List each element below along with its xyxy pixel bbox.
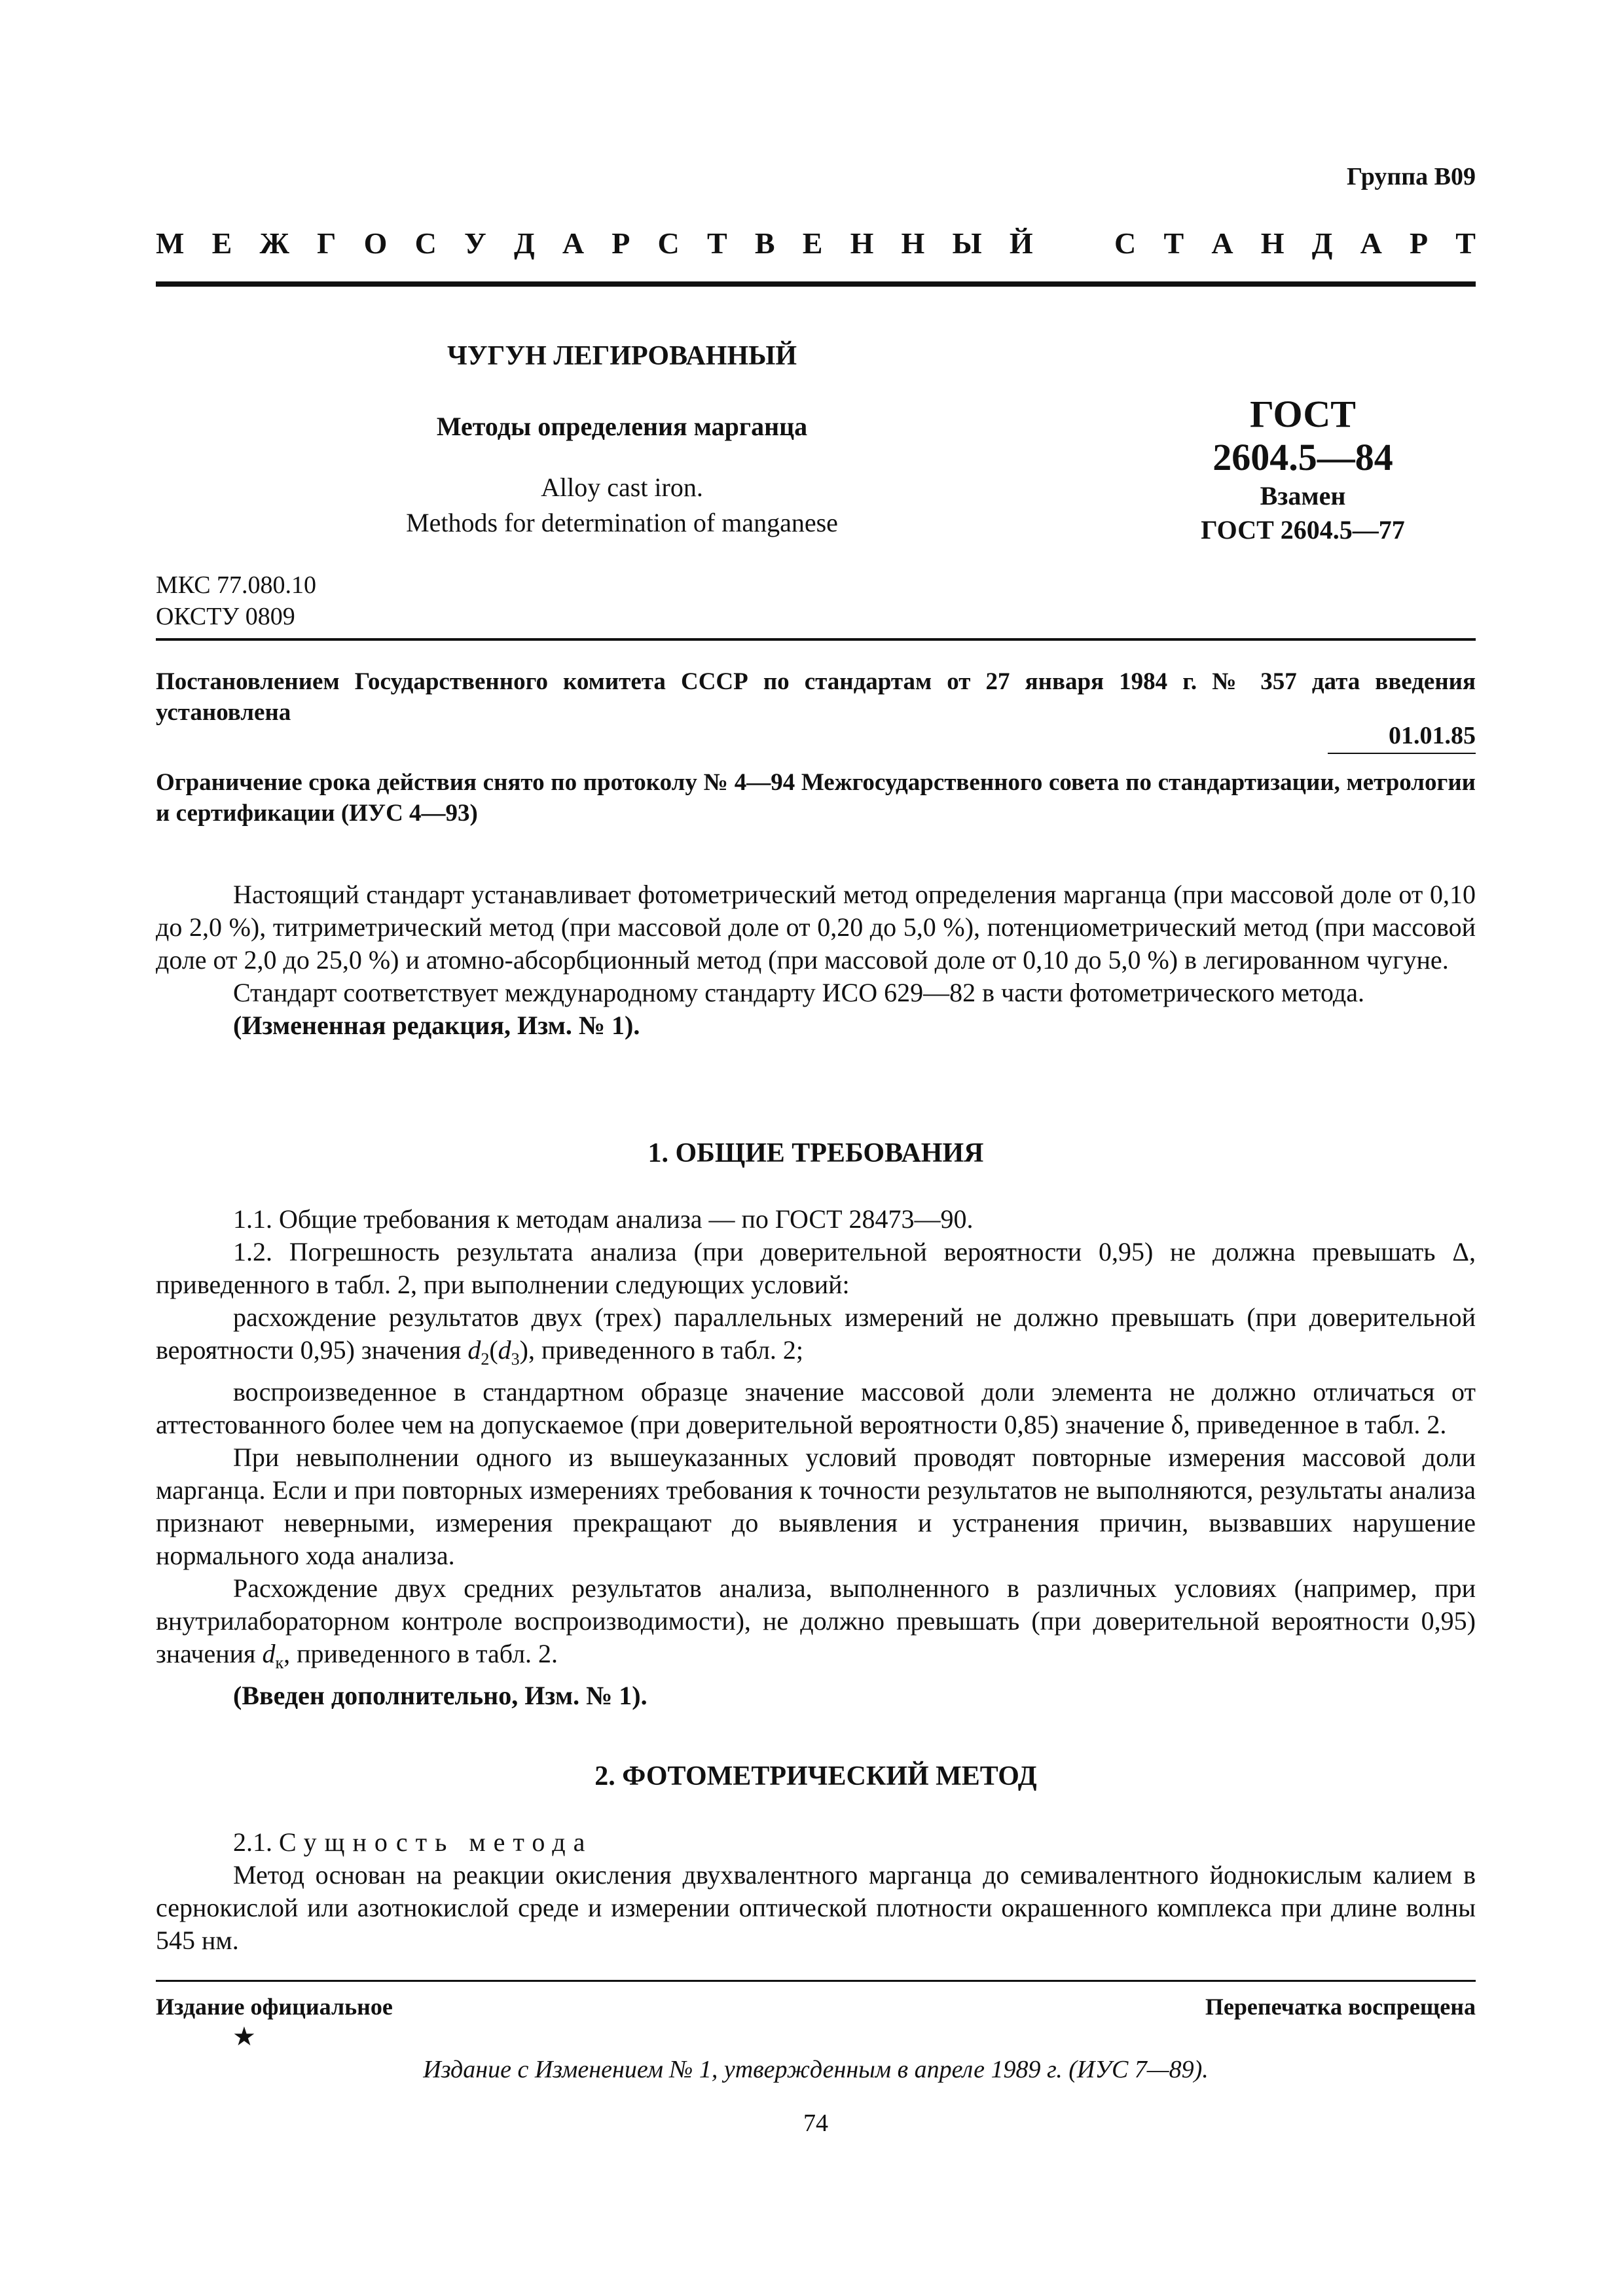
section-1-heading: 1. ОБЩИЕ ТРЕБОВАНИЯ	[647, 1138, 984, 1168]
gost-label: ГОСТ	[1250, 393, 1356, 435]
intro-block	[156, 878, 1476, 1042]
introduction-date: 01.01.85	[1389, 722, 1476, 749]
amendment-note-2: (Введен дополнительно, Изм. № 1).	[233, 1681, 647, 1710]
section-2-heading: 2. ФОТОМЕТРИЧЕСКИЙ МЕТОД	[594, 1761, 1037, 1791]
document-subtitle: Методы определения марганца	[436, 412, 808, 441]
banner-letter: Ы	[952, 226, 982, 260]
clause-2-1-text: Метод основан на реакции окисления двухвалентного марганца до семивалентного йоднокислым калием в сернокислой или азотнокислой среде и измерении оптической плотности окрашенного комплекса при длине волны 545 нм.	[156, 1860, 1476, 1955]
english-title-line-2: Methods for determination of manganese	[406, 508, 838, 537]
intro-paragraph-1: Настоящий стандарт устанавливает фотометрический метод определения марганца (при массовой доле от 0,10 до 2,0 %), титриметрический метод (при массовой доле от 0,20 до 5,0 %), потенциометрический метод (при массовой доле от 2,0 до 25,0 %) и атомно-абсорбционный метод (при массовой доле от 0,10 до 5,0 %) в легированном чугуне.	[156, 880, 1476, 975]
symbol-dk: d	[262, 1639, 276, 1668]
footer-rule	[156, 1980, 1476, 1982]
banner-letter: Е	[802, 226, 823, 260]
clause-1-1: 1.1. Общие требования к методам анализа — по ГОСТ 28473—90.	[233, 1204, 974, 1234]
clause-1-2-condition-2: воспроизведенное в стандартном образце значение массовой доли элемента не должно отличаться от аттестованного более чем на допускаемое (при доверительной вероятности 0,85) значение δ, приведенное в табл. 2.	[156, 1377, 1476, 1439]
banner-letter: Н	[850, 226, 874, 260]
banner-letter: Н	[901, 226, 925, 260]
clause-1-2-divergence: Расхождение двух средних результатов анализа, выполненного в различных условиях (например, при внутрилабораторном контроле воспроизводимости), не должно превышать (при доверительной вероятности 0,95) значения $d_к$, приведенного в табл. 2.	[156, 1573, 1476, 1672]
header-rule	[156, 281, 1476, 287]
intro-paragraph-2: Стандарт соответствует международному стандарту ИСО 629—82 в части фотометрического метода.	[233, 978, 1364, 1007]
english-title-line-1: Alloy cast iron.	[541, 473, 703, 502]
date-underline	[1328, 753, 1476, 754]
group-code: Группа В09	[1346, 163, 1476, 190]
banner-letter: В	[754, 226, 775, 260]
condition-1-text-a: расхождение результатов двух (трех) параллельных измерений не должно превышать (при доверительной вероятности 0,95) значения	[156, 1302, 1476, 1365]
official-edition-label: Издание официальное	[156, 1994, 393, 2020]
banner-letter: Р	[1409, 226, 1429, 260]
replaces-label: Взамен	[1260, 481, 1346, 511]
banner-letter: Д	[513, 226, 535, 260]
mks-code: МКС 77.080.10	[156, 571, 317, 599]
clause-1-2-repeat: При невыполнении одного из вышеуказанных условий проводят повторные измерения массовой доли марганца. Если и при повторных измерениях требования к точности результатов не выполняются, результаты анализа признают неверными, измерения прекращают до выявления и устранения причин, вызвавших нарушение нормального хода анализа.	[156, 1443, 1476, 1570]
reprint-prohibited-label: Перепечатка воспрещена	[1205, 1994, 1476, 2020]
banner-letter: Т	[706, 226, 727, 260]
page-number: 74	[803, 2109, 828, 2137]
banner-letter: С	[1114, 226, 1137, 260]
clause-2-1-heading	[156, 1826, 1476, 1859]
banner-letter: Р	[611, 226, 630, 260]
section-rule	[156, 638, 1476, 641]
banner-letter: С	[414, 226, 437, 260]
banner-letter: Е	[211, 226, 232, 260]
condition-1-text-b: , приведенного в табл. 2;	[528, 1335, 804, 1365]
replaces-standard: ГОСТ 2604.5—77	[1201, 515, 1405, 545]
document-title: ЧУГУН ЛЕГИРОВАННЫЙ	[447, 341, 797, 371]
divergence-text-a: Расхождение двух средних результатов анализа, выполненного в различных условиях (например, при внутрилабораторном контроле воспроизводимости), не должно превышать (при доверительной вероятности 0,95) значения	[156, 1573, 1476, 1668]
clause-1-2-condition-1: расхождение результатов двух (трех) параллельных измерений не должно превышать (при доверительной вероятности 0,95) значения $d_2(d_3)$, приведенного в табл. 2;	[156, 1302, 1476, 1369]
star-icon: ★	[232, 2022, 256, 2051]
banner-letter: У	[464, 226, 486, 260]
banner-gap	[1061, 226, 1087, 260]
resolution-text: Постановлением Государственного комитета СССР по стандартам от 27 января 1984 г. № 357 дата введения установлена	[156, 668, 1476, 726]
classification-codes	[156, 569, 316, 632]
banner-letter: А	[1360, 226, 1382, 260]
okstu-code: ОКСТУ 0809	[156, 603, 295, 630]
banner-letter: Т	[1163, 226, 1184, 260]
divergence-text-b: , приведенного в табл. 2.	[283, 1639, 558, 1668]
banner-letter: Й	[1009, 226, 1033, 260]
clause-2-1-title: Сущность метода	[279, 1827, 593, 1857]
banner-letter: Т	[1455, 226, 1476, 260]
gost-number: 2604.5—84	[1213, 436, 1393, 478]
edition-note: Издание с Изменением № 1, утвержденным в апреле 1989 г. (ИУС 7—89).	[423, 2056, 1209, 2083]
banner-letter: О	[363, 226, 388, 260]
interstate-standard-banner	[156, 226, 1476, 260]
banner-letter: А	[562, 226, 585, 260]
english-title	[367, 470, 877, 541]
banner-letter: Ж	[259, 226, 289, 260]
section-1-body	[156, 1203, 1476, 1712]
banner-letter: Д	[1311, 226, 1333, 260]
clause-1-2: 1.2. Погрешность результата анализа (при доверительной вероятности 0,95) не должна превышать Δ, приведенного в табл. 2, при выполнении следующих условий:	[156, 1237, 1476, 1299]
limitation-note: Ограничение срока действия снято по протоколу № 4—94 Межгосударственного совета по стандартизации, метрологии и сертификации (ИУС 4—93)	[156, 769, 1476, 827]
symbol-d2: d	[467, 1335, 481, 1365]
section-2-body	[156, 1826, 1476, 1957]
clause-2-1-number: 2.1.	[233, 1827, 272, 1857]
banner-letter: Н	[1260, 226, 1285, 260]
banner-letter: А	[1211, 226, 1233, 260]
banner-letter: Г	[317, 226, 337, 260]
amendment-note-1: (Измененная редакция, Изм. № 1).	[233, 1011, 640, 1040]
banner-letter: М	[156, 226, 185, 260]
gost-designation	[1139, 393, 1467, 547]
banner-letter: С	[657, 226, 680, 260]
